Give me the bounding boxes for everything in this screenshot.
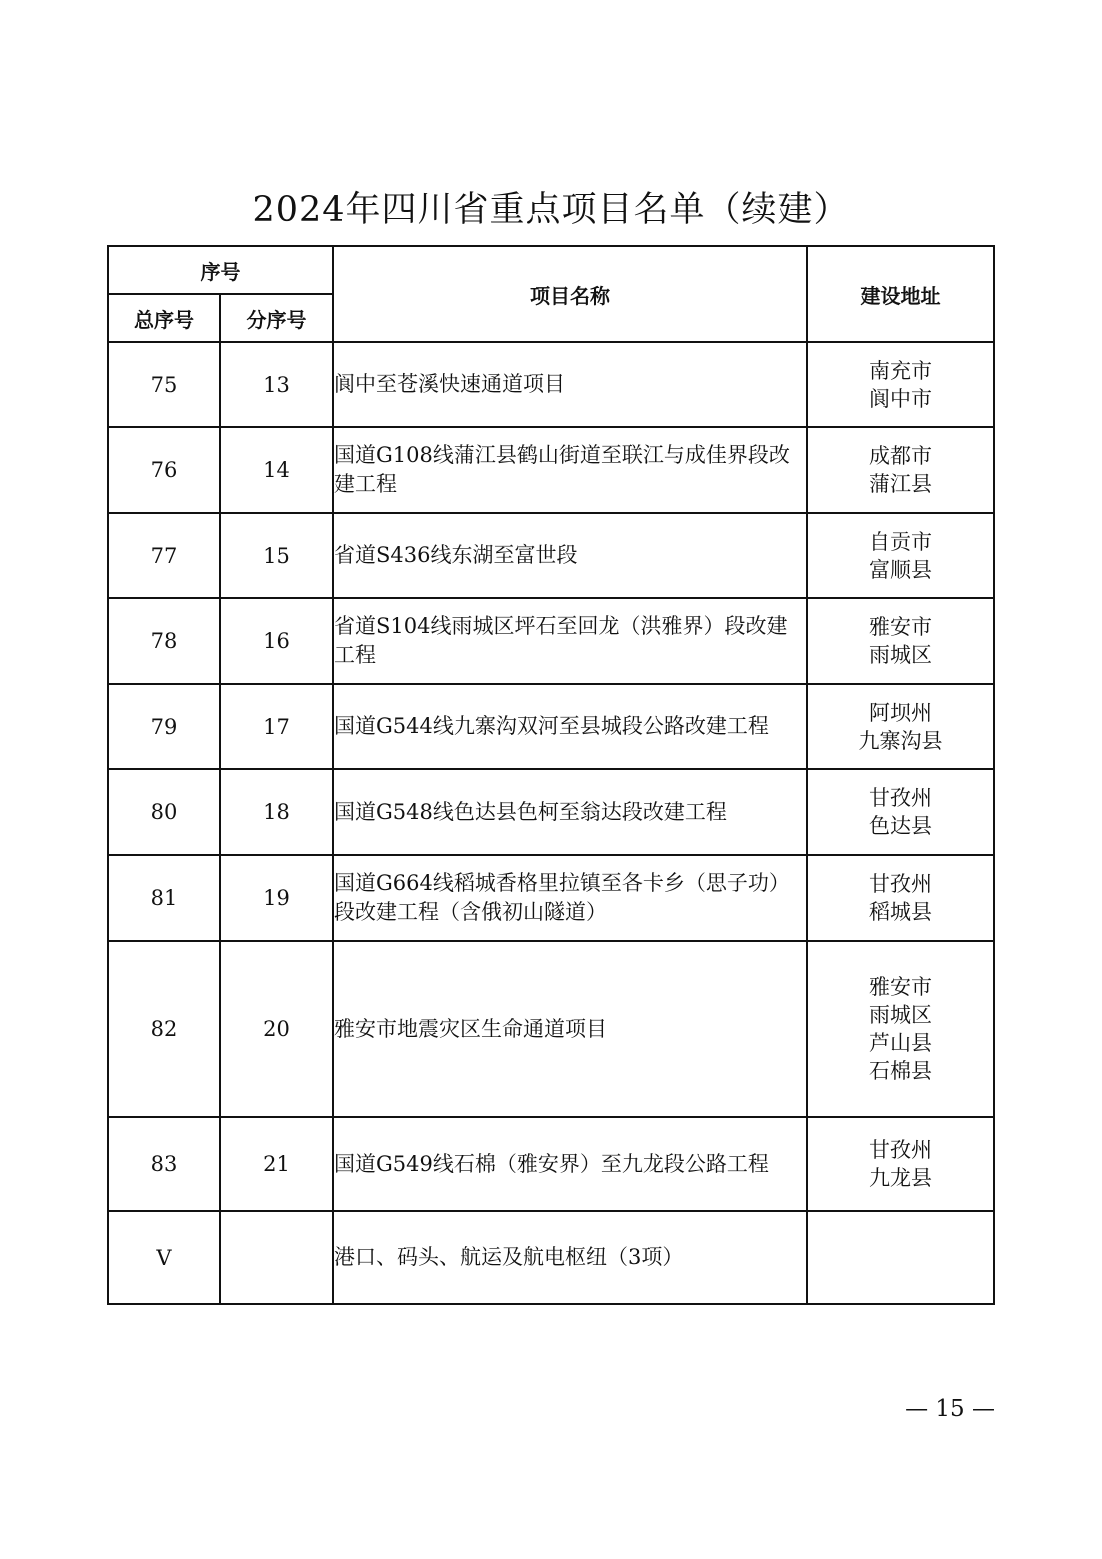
- sub-seq-cell: 19: [220, 855, 333, 941]
- sub-seq-cell: 13: [220, 342, 333, 427]
- location-line: 石棉县: [869, 1059, 932, 1083]
- sub-seq-cell: 14: [220, 427, 333, 513]
- table-row: [108, 598, 994, 684]
- sub-seq-cell: 15: [220, 513, 333, 598]
- table-row: [108, 855, 994, 941]
- location-line: 阆中市: [869, 386, 932, 411]
- table-body: [108, 342, 994, 1304]
- location-line: 九寨沟县: [858, 728, 943, 753]
- location-line: 稻城县: [869, 900, 932, 924]
- total-seq-cell: 80: [108, 769, 220, 855]
- document-title: 2024年四川省重点项目名单（续建）: [252, 190, 850, 230]
- location-line: 富顺县: [869, 557, 932, 582]
- location-cell: [807, 769, 994, 855]
- total-seq-cell: V: [108, 1211, 220, 1304]
- location-line: 阿坝州: [869, 700, 932, 725]
- location-line: 蒲江县: [869, 472, 932, 496]
- project-name-cell: 港口、码头、航运及航电枢纽（3项）: [333, 1211, 807, 1304]
- table-row: [108, 769, 994, 855]
- sub-seq-cell: [220, 1211, 333, 1304]
- location-cell: [807, 1211, 994, 1304]
- project-name-cell: 雅安市地震灾区生命通道项目: [333, 941, 807, 1117]
- location-line: 甘孜州: [869, 872, 932, 896]
- location-line: 芦山县: [869, 1031, 932, 1055]
- location-line: 雨城区: [869, 1003, 932, 1027]
- location-cell: [807, 598, 994, 684]
- table-header: [108, 246, 994, 342]
- total-seq-cell: 82: [108, 941, 220, 1117]
- location-cell: [807, 1117, 994, 1211]
- total-seq-cell: 79: [108, 684, 220, 769]
- table-row: [108, 941, 994, 1117]
- project-name-cell: 国道G548线色达县色柯至翁达段改建工程: [333, 769, 807, 855]
- total-seq-cell: 81: [108, 855, 220, 941]
- header-seq-group: 序号: [108, 246, 333, 294]
- sub-seq-cell: 21: [220, 1117, 333, 1211]
- location-cell: [807, 427, 994, 513]
- sub-seq-cell: 20: [220, 941, 333, 1117]
- project-name-cell: 国道G664线稻城香格里拉镇至各卡乡（思子功）段改建工程（含俄初山隧道）: [333, 855, 807, 941]
- table-row: [108, 427, 994, 513]
- table-row: [108, 342, 994, 427]
- sub-seq-cell: 18: [220, 769, 333, 855]
- sub-seq-cell: 16: [220, 598, 333, 684]
- total-seq-cell: 76: [108, 427, 220, 513]
- header-project-name: 项目名称: [333, 246, 807, 342]
- page-number: — 15 —: [905, 1396, 995, 1422]
- table-row: [108, 1211, 994, 1304]
- location-line: 雨城区: [869, 643, 932, 667]
- total-seq-cell: 78: [108, 598, 220, 684]
- sub-seq-cell: 17: [220, 684, 333, 769]
- location-cell: [807, 941, 994, 1117]
- location-cell: [807, 684, 994, 769]
- location-cell: [807, 342, 994, 427]
- location-line: 成都市: [869, 444, 932, 468]
- location-line: 色达县: [869, 814, 932, 838]
- project-name-cell: 阆中至苍溪快速通道项目: [333, 342, 807, 427]
- total-seq-cell: 77: [108, 513, 220, 598]
- location-cell: [807, 855, 994, 941]
- total-seq-cell: 83: [108, 1117, 220, 1211]
- project-name-cell: 国道G549线石棉（雅安界）至九龙段公路工程: [333, 1117, 807, 1211]
- header-location: 建设地址: [807, 246, 994, 342]
- project-table: [107, 245, 995, 1305]
- header-total-seq: 总序号: [108, 294, 220, 342]
- header-sub-seq: 分序号: [220, 294, 333, 342]
- location-cell: [807, 513, 994, 598]
- location-line: 雅安市: [869, 615, 932, 639]
- table-row: [108, 513, 994, 598]
- table-row: [108, 684, 994, 769]
- location-line: 自贡市: [869, 529, 932, 554]
- location-line: 九龙县: [869, 1166, 932, 1190]
- location-line: 甘孜州: [869, 786, 932, 810]
- table-row: [108, 1117, 994, 1211]
- project-name-cell: 国道G544线九寨沟双河至县城段公路改建工程: [333, 684, 807, 769]
- project-name-cell: 省道S104线雨城区坪石至回龙（洪雅界）段改建工程: [333, 598, 807, 684]
- total-seq-cell: 75: [108, 342, 220, 427]
- location-line: 南充市: [869, 358, 932, 383]
- location-line: 雅安市: [869, 975, 932, 999]
- project-name-cell: 国道G108线蒲江县鹤山街道至联江与成佳界段改建工程: [333, 427, 807, 513]
- project-name-cell: 省道S436线东湖至富世段: [333, 513, 807, 598]
- location-line: 甘孜州: [869, 1138, 932, 1162]
